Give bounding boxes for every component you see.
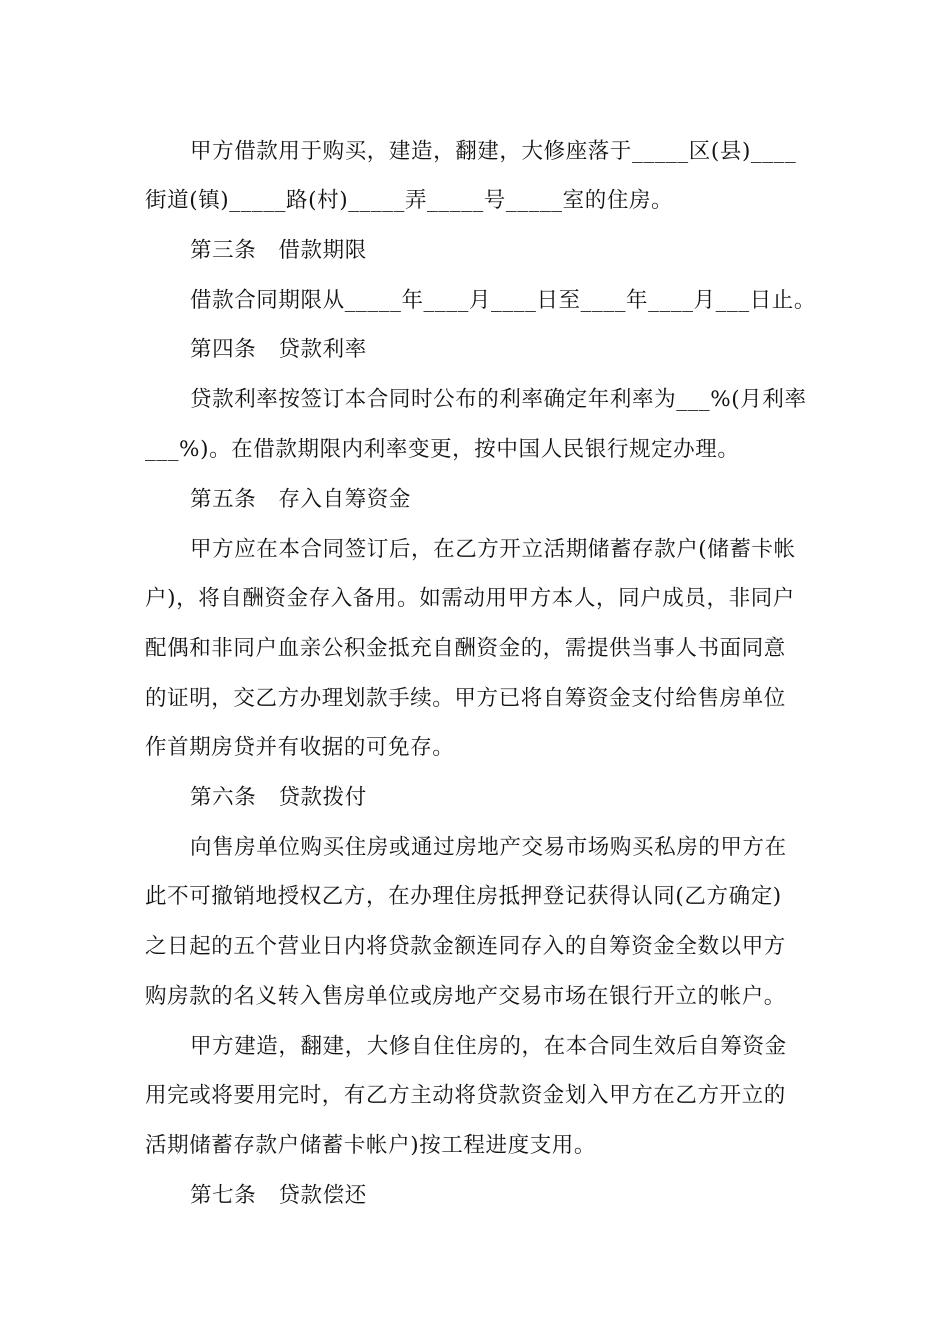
paragraph-line: 甲方应在本合同签订后，在乙方开立活期储蓄存款户(储蓄卡帐 <box>190 537 796 562</box>
section-heading: 第五条 存入自筹资金 <box>190 487 412 512</box>
paragraph-line: 借款合同期限从_____年____月____日至____年____月___日止。 <box>190 288 817 313</box>
paragraph-line: 的证明，交乙方办理划款手续。甲方已将自筹资金支付给售房单位 <box>145 686 786 711</box>
paragraph-line: 配偶和非同户血亲公积金抵充自酬资金的，需提供当事人书面同意 <box>145 636 786 661</box>
paragraph-line: 用完或将要用完时，有乙方主动将贷款资金划入甲方在乙方开立的 <box>145 1083 786 1108</box>
paragraph-line: 甲方建造，翻建，大修自住住房的，在本合同生效后自筹资金 <box>190 1034 787 1059</box>
paragraph-line: 户)，将自酬资金存入备用。如需动用甲方本人，同户成员，非同户 <box>145 586 795 611</box>
paragraph-line: ___%)。在借款期限内利率变更，按中国人民银行规定办理。 <box>145 437 740 462</box>
paragraph-line: 贷款利率按签订本合同时公布的利率确定年利率为___%(月利率 <box>190 387 807 412</box>
section-heading: 第三条 借款期限 <box>190 238 367 263</box>
paragraph-line: 甲方借款用于购买，建造，翻建，大修座落于_____区(县)____ <box>190 139 797 164</box>
paragraph-line: 此不可撤销地授权乙方，在办理住房抵押登记获得认同(乙方确定) <box>145 884 782 909</box>
section-heading: 第七条 贷款偿还 <box>190 1183 367 1208</box>
section-heading: 第六条 贷款拨付 <box>190 785 367 810</box>
paragraph-line: 向售房单位购买住房或通过房地产交易市场购买私房的甲方在 <box>190 835 787 860</box>
paragraph-line: 购房款的名义转入售房单位或房地产交易市场在银行开立的帐户。 <box>145 984 786 1009</box>
paragraph-line: 作首期房贷并有收据的可免存。 <box>145 735 455 760</box>
paragraph-line: 街道(镇)_____路(村)_____弄_____号_____室的住房。 <box>145 188 674 213</box>
paragraph-line: 之日起的五个营业日内将贷款金额连同存入的自筹资金全数以甲方 <box>145 934 786 959</box>
section-heading: 第四条 贷款利率 <box>190 337 367 362</box>
paragraph-line: 活期储蓄存款户储蓄卡帐户)按工程进度支用。 <box>145 1133 596 1158</box>
